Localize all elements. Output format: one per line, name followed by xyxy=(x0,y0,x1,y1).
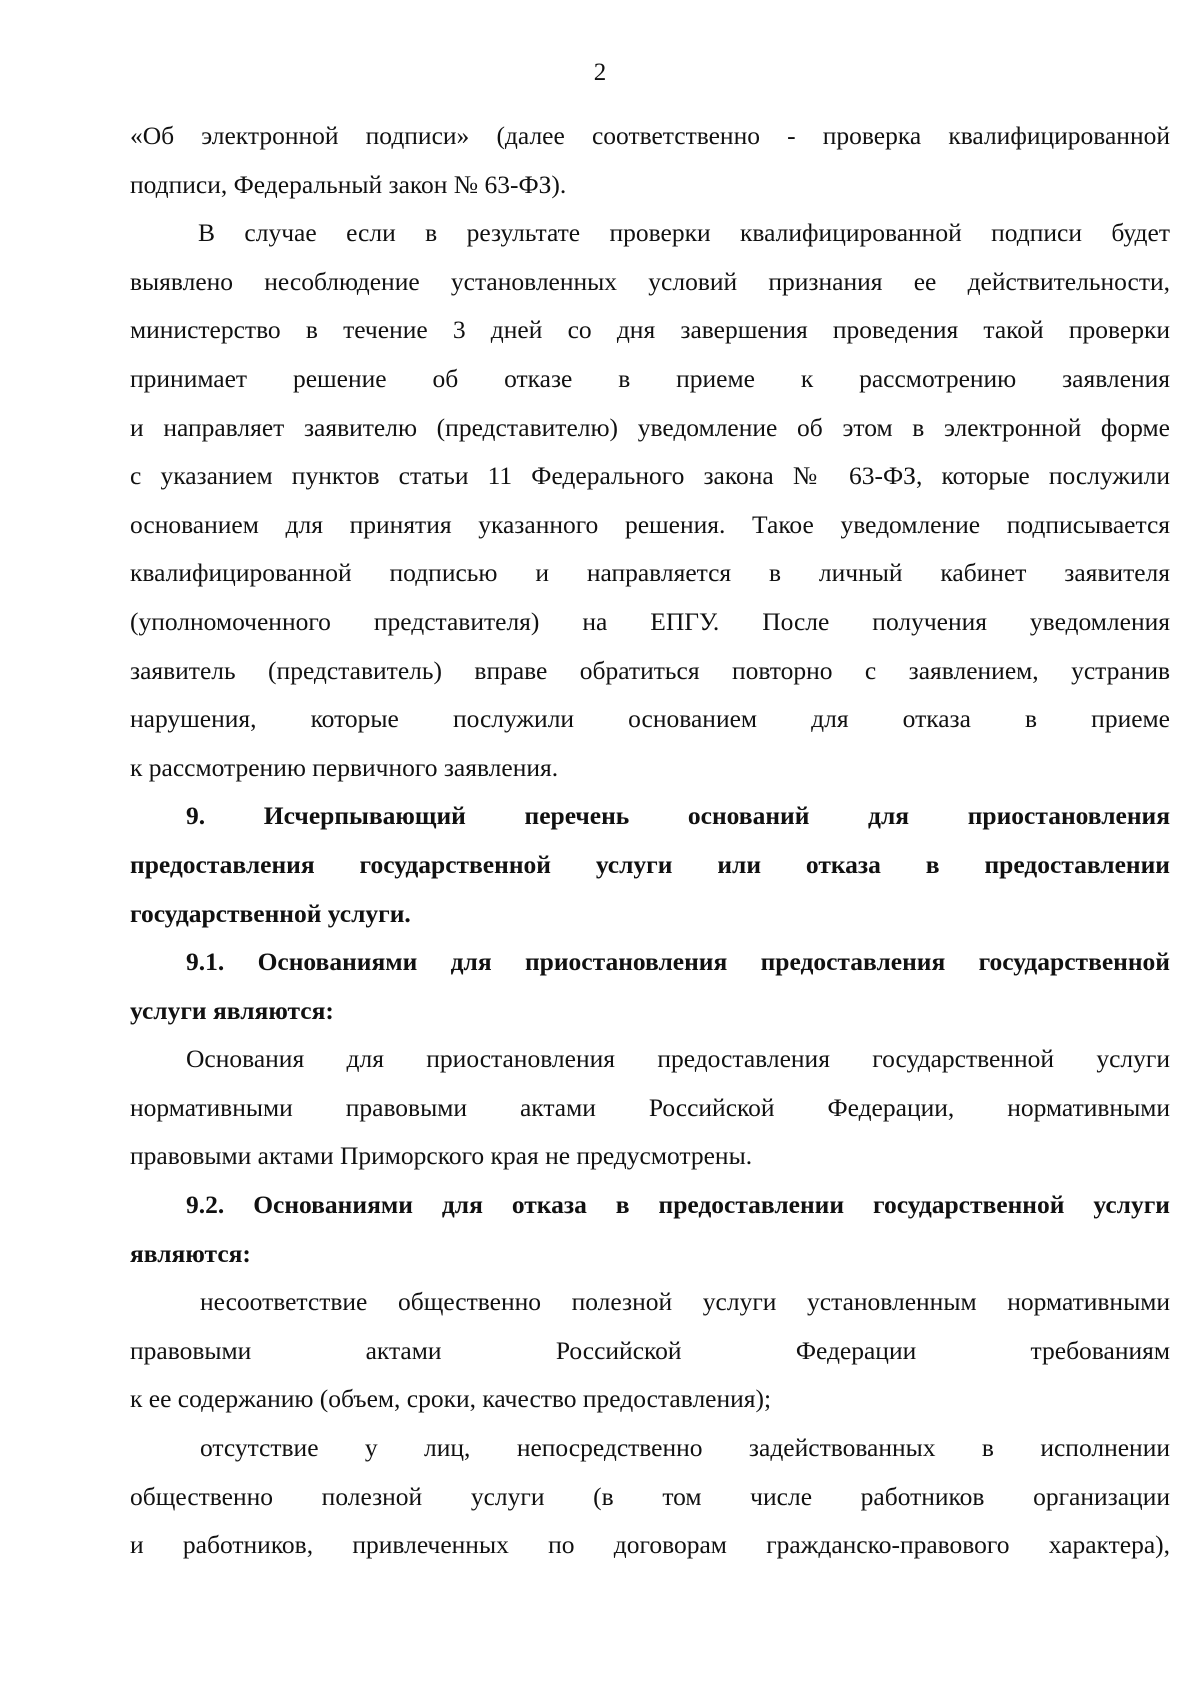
list-item-line: несоответствие общественно полезной услуги установленным нормативными xyxy=(200,1287,1170,1317)
list-item-line: и работников, привлеченных по договорам гражданско-правового характера), xyxy=(130,1530,1170,1560)
paragraph-line: В случае если в результате проверки квалифицированной подписи будет xyxy=(198,218,1170,248)
list-item-line: правовыми актами Российской Федерации требованиям xyxy=(130,1335,1170,1365)
document-body xyxy=(130,112,1170,1570)
list-item-line: к ее содержанию (объем, сроки, качество предоставления); xyxy=(130,1384,772,1414)
subsection-heading-line: 9.2. Основаниями для отказа в предоставлении государственной услуги xyxy=(186,1190,1170,1220)
list-item-line: отсутствие у лиц, непосредственно задействованных в исполнении xyxy=(200,1433,1170,1463)
paragraph-line: с указанием пунктов статьи 11 Федерального закона № 63-ФЗ, которые послужили xyxy=(130,461,1170,491)
paragraph-line: министерство в течение 3 дней со дня завершения проведения такой проверки xyxy=(130,315,1170,345)
paragraph-line: правовыми актами Приморского края не предусмотрены. xyxy=(130,1141,753,1171)
paragraph-line: к рассмотрению первичного заявления. xyxy=(130,752,559,782)
page-number: 2 xyxy=(593,59,607,86)
paragraph-line: квалифицированной подписью и направляется в личный кабинет заявителя xyxy=(130,558,1170,588)
subsection-heading-line: 9.1. Основаниями для приостановления предоставления государственной xyxy=(186,947,1170,977)
section-heading-line: 9. Исчерпывающий перечень оснований для приостановления xyxy=(186,801,1170,831)
paragraph-line: заявитель (представитель) вправе обратиться повторно с заявлением, устранив xyxy=(130,655,1170,685)
section-heading-line: предоставления государственной услуги или отказа в предоставлении xyxy=(130,849,1170,879)
paragraph-line: (уполномоченного представителя) на ЕПГУ. После получения уведомления xyxy=(130,606,1170,636)
list-item-line: общественно полезной услуги (в том числе работников организации xyxy=(130,1481,1170,1511)
paragraph-line: основанием для принятия указанного решения. Такое уведомление подписывается xyxy=(130,509,1170,539)
paragraph-line: нормативными правовыми актами Российской Федерации, нормативными xyxy=(130,1092,1170,1122)
paragraph-line: выявлено несоблюдение установленных условий признания ее действительности, xyxy=(130,266,1170,296)
paragraph-line: принимает решение об отказе в приеме к рассмотрению заявления xyxy=(130,363,1170,393)
paragraph-line: Основания для приостановления предоставления государственной услуги xyxy=(186,1044,1170,1074)
section-heading-line: государственной услуги. xyxy=(130,898,411,928)
subsection-heading-line: услуги являются: xyxy=(130,995,334,1025)
paragraph-line: и направляет заявителю (представителю) уведомление об этом в электронной форме xyxy=(130,412,1170,442)
subsection-heading-line: являются: xyxy=(130,1238,251,1268)
paragraph-line: «Об электронной подписи» (далее соответственно - проверка квалифицированной xyxy=(130,121,1170,150)
paragraph-line: подписи, Федеральный закон № 63-ФЗ). xyxy=(130,169,567,199)
paragraph-line: нарушения, которые послужили основанием для отказа в приеме xyxy=(130,704,1170,734)
